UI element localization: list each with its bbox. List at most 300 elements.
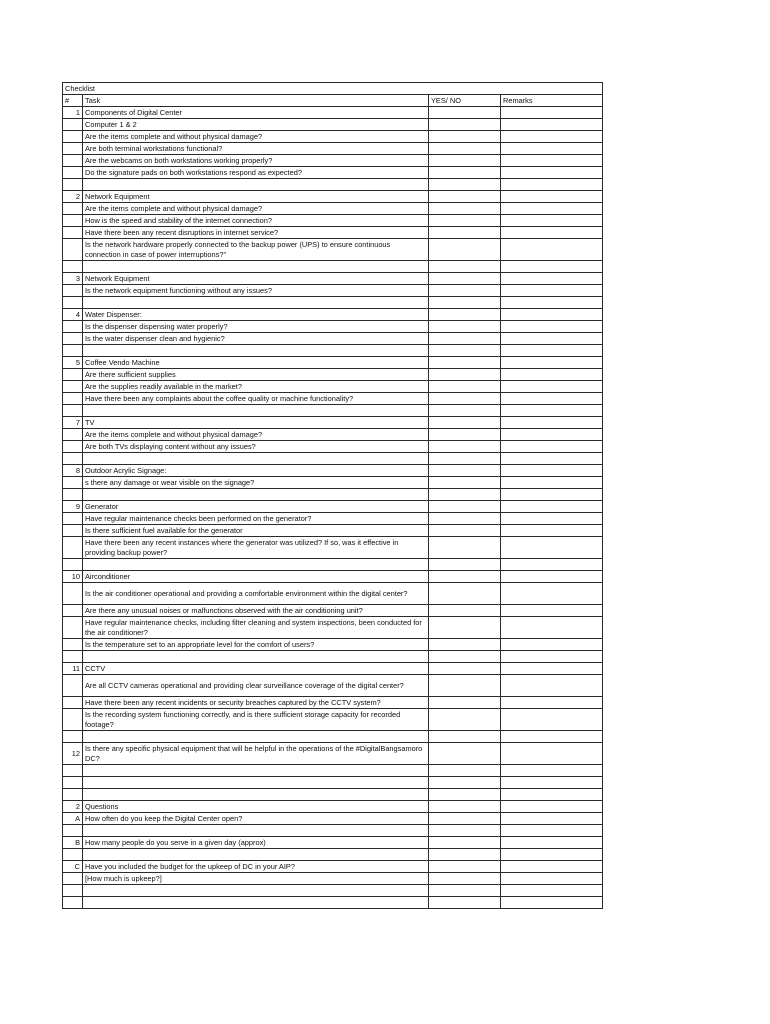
row-task [83, 559, 429, 571]
table-row [63, 131, 603, 143]
table-row [63, 885, 603, 897]
table-row [63, 513, 603, 525]
table-row [63, 345, 603, 357]
checklist-title: Checklist [63, 83, 603, 95]
row-number [63, 675, 83, 697]
row-yes-no-cell[interactable] [429, 119, 501, 131]
row-number [63, 525, 83, 537]
table-row [63, 849, 603, 861]
row-remarks-cell[interactable] [501, 897, 603, 909]
row-yes-no-cell[interactable] [429, 227, 501, 239]
row-number [63, 651, 83, 663]
row-number [63, 453, 83, 465]
row-number [63, 345, 83, 357]
row-yes-no-cell[interactable] [429, 765, 501, 777]
row-remarks-cell[interactable] [501, 605, 603, 617]
row-task: TV [83, 417, 429, 429]
row-task: Is the dispenser dispensing water properly? [83, 321, 429, 333]
table-row [63, 191, 603, 203]
row-remarks-cell[interactable] [501, 465, 603, 477]
row-yes-no-cell[interactable] [429, 143, 501, 155]
row-number: 10 [63, 571, 83, 583]
header-row [63, 95, 603, 107]
row-task [83, 825, 429, 837]
row-yes-no-cell[interactable] [429, 441, 501, 453]
row-task: How is the speed and stability of the internet connection? [83, 215, 429, 227]
row-number [63, 239, 83, 261]
row-task: CCTV [83, 663, 429, 675]
row-task [83, 765, 429, 777]
row-remarks-cell[interactable] [501, 697, 603, 709]
row-remarks-cell[interactable] [501, 477, 603, 489]
row-number [63, 897, 83, 909]
row-task [83, 777, 429, 789]
row-number [63, 333, 83, 345]
row-yes-no-cell[interactable] [429, 663, 501, 675]
row-remarks-cell[interactable] [501, 873, 603, 885]
row-yes-no-cell[interactable] [429, 813, 501, 825]
row-remarks-cell[interactable] [501, 525, 603, 537]
row-task: How often do you keep the Digital Center open? [83, 813, 429, 825]
table-row [63, 873, 603, 885]
row-remarks-cell[interactable] [501, 381, 603, 393]
row-number [63, 179, 83, 191]
row-remarks-cell[interactable] [501, 861, 603, 873]
row-task: Computer 1 & 2 [83, 119, 429, 131]
row-yes-no-cell[interactable] [429, 617, 501, 639]
row-number [63, 849, 83, 861]
row-yes-no-cell[interactable] [429, 179, 501, 191]
row-yes-no-cell[interactable] [429, 559, 501, 571]
row-task: Coffee Vendo Machine [83, 357, 429, 369]
row-task: How many people do you serve in a given day (approx) [83, 837, 429, 849]
row-task: Is there any specific physical equipment that will be helpful in the operations of the #DigitalBangsamoro DC? [83, 743, 429, 765]
row-number [63, 405, 83, 417]
row-remarks-cell[interactable] [501, 789, 603, 801]
row-task: Have there been any recent incidents or security breaches captured by the CCTV system? [83, 697, 429, 709]
row-yes-no-cell[interactable] [429, 405, 501, 417]
row-remarks-cell[interactable] [501, 405, 603, 417]
table-row [63, 429, 603, 441]
row-yes-no-cell[interactable] [429, 215, 501, 227]
row-yes-no-cell[interactable] [429, 309, 501, 321]
row-yes-no-cell[interactable] [429, 155, 501, 167]
row-yes-no-cell[interactable] [429, 393, 501, 405]
row-yes-no-cell[interactable] [429, 731, 501, 743]
row-yes-no-cell[interactable] [429, 297, 501, 309]
row-remarks-cell[interactable] [501, 583, 603, 605]
table-row [63, 897, 603, 909]
row-task: Questions [83, 801, 429, 813]
table-row [63, 297, 603, 309]
table-row [63, 167, 603, 179]
row-task: Are there any unusual noises or malfunctions observed with the air conditioning unit? [83, 605, 429, 617]
row-task: Have there been any complaints about the coffee quality or machine functionality? [83, 393, 429, 405]
row-remarks-cell[interactable] [501, 651, 603, 663]
row-remarks-cell[interactable] [501, 321, 603, 333]
row-yes-no-cell[interactable] [429, 239, 501, 261]
row-task: Are both terminal workstations functional? [83, 143, 429, 155]
row-task [83, 897, 429, 909]
table-row [63, 285, 603, 297]
row-yes-no-cell[interactable] [429, 167, 501, 179]
row-remarks-cell[interactable] [501, 837, 603, 849]
row-number [63, 477, 83, 489]
row-yes-no-cell[interactable] [429, 675, 501, 697]
row-task: Are the webcams on both workstations working properly? [83, 155, 429, 167]
row-task [83, 179, 429, 191]
row-yes-no-cell[interactable] [429, 333, 501, 345]
row-remarks-cell[interactable] [501, 709, 603, 731]
table-row [63, 405, 603, 417]
row-task [83, 789, 429, 801]
row-number [63, 583, 83, 605]
row-remarks-cell[interactable] [501, 731, 603, 743]
row-number [63, 639, 83, 651]
row-remarks-cell[interactable] [501, 393, 603, 405]
row-remarks-cell[interactable] [501, 309, 603, 321]
row-remarks-cell[interactable] [501, 107, 603, 119]
row-task: Are the items complete and without physical damage? [83, 131, 429, 143]
row-remarks-cell[interactable] [501, 345, 603, 357]
row-yes-no-cell[interactable] [429, 357, 501, 369]
row-yes-no-cell[interactable] [429, 873, 501, 885]
row-yes-no-cell[interactable] [429, 777, 501, 789]
row-task [83, 489, 429, 501]
table-row [63, 179, 603, 191]
row-yes-no-cell[interactable] [429, 273, 501, 285]
row-number [63, 825, 83, 837]
row-remarks-cell[interactable] [501, 119, 603, 131]
row-number [63, 731, 83, 743]
row-task [83, 297, 429, 309]
row-remarks-cell[interactable] [501, 155, 603, 167]
table-row [63, 675, 603, 697]
row-task [83, 651, 429, 663]
row-number [63, 789, 83, 801]
row-remarks-cell[interactable] [501, 191, 603, 203]
row-yes-no-cell[interactable] [429, 465, 501, 477]
row-yes-no-cell[interactable] [429, 885, 501, 897]
row-task [83, 405, 429, 417]
row-remarks-cell[interactable] [501, 559, 603, 571]
row-task: Network Equipment [83, 191, 429, 203]
row-remarks-cell[interactable] [501, 215, 603, 227]
row-number [63, 513, 83, 525]
table-row [63, 309, 603, 321]
table-row [63, 417, 603, 429]
row-task: Do the signature pads on both workstations respond as expected? [83, 167, 429, 179]
row-number [63, 605, 83, 617]
row-remarks-cell[interactable] [501, 801, 603, 813]
table-row [63, 789, 603, 801]
row-task: Is the network hardware properly connected to the backup power (UPS) to ensure continuous connection in case of power interruptions?" [83, 239, 429, 261]
header-num: # [63, 95, 83, 107]
row-task: Water Dispenser: [83, 309, 429, 321]
row-yes-no-cell[interactable] [429, 825, 501, 837]
row-number [63, 261, 83, 273]
row-task: Are the items complete and without physical damage? [83, 429, 429, 441]
table-row [63, 489, 603, 501]
table-row [63, 119, 603, 131]
row-yes-no-cell[interactable] [429, 651, 501, 663]
table-row [63, 861, 603, 873]
row-remarks-cell[interactable] [501, 885, 603, 897]
row-yes-no-cell[interactable] [429, 417, 501, 429]
row-remarks-cell[interactable] [501, 239, 603, 261]
row-number: 12 [63, 743, 83, 765]
table-row [63, 273, 603, 285]
row-remarks-cell[interactable] [501, 743, 603, 765]
row-yes-no-cell[interactable] [429, 285, 501, 297]
row-remarks-cell[interactable] [501, 273, 603, 285]
row-remarks-cell[interactable] [501, 501, 603, 513]
row-number [63, 873, 83, 885]
row-number [63, 167, 83, 179]
row-task: Is the network equipment functioning without any issues? [83, 285, 429, 297]
row-number: 2 [63, 801, 83, 813]
table-row [63, 765, 603, 777]
row-number [63, 393, 83, 405]
row-task [83, 261, 429, 273]
row-remarks-cell[interactable] [501, 131, 603, 143]
table-row [63, 477, 603, 489]
row-remarks-cell[interactable] [501, 571, 603, 583]
row-yes-no-cell[interactable] [429, 605, 501, 617]
row-yes-no-cell[interactable] [429, 849, 501, 861]
row-remarks-cell[interactable] [501, 663, 603, 675]
row-task: Is the water dispenser clean and hygienic? [83, 333, 429, 345]
table-row [63, 605, 603, 617]
row-task: Are there sufficient supplies [83, 369, 429, 381]
row-number [63, 489, 83, 501]
row-number: 11 [63, 663, 83, 675]
row-remarks-cell[interactable] [501, 357, 603, 369]
row-yes-no-cell[interactable] [429, 697, 501, 709]
row-number: A [63, 813, 83, 825]
row-yes-no-cell[interactable] [429, 191, 501, 203]
row-yes-no-cell[interactable] [429, 571, 501, 583]
table-row [63, 465, 603, 477]
row-task [83, 885, 429, 897]
row-number [63, 697, 83, 709]
row-number [63, 709, 83, 731]
row-remarks-cell[interactable] [501, 227, 603, 239]
row-remarks-cell[interactable] [501, 675, 603, 697]
table-row [63, 107, 603, 119]
row-remarks-cell[interactable] [501, 617, 603, 639]
table-row [63, 357, 603, 369]
row-yes-no-cell[interactable] [429, 789, 501, 801]
row-number [63, 381, 83, 393]
table-row [63, 215, 603, 227]
row-yes-no-cell[interactable] [429, 381, 501, 393]
row-yes-no-cell[interactable] [429, 897, 501, 909]
row-remarks-cell[interactable] [501, 849, 603, 861]
row-remarks-cell[interactable] [501, 179, 603, 191]
row-yes-no-cell[interactable] [429, 837, 501, 849]
row-remarks-cell[interactable] [501, 813, 603, 825]
row-task: Network Equipment [83, 273, 429, 285]
row-remarks-cell[interactable] [501, 285, 603, 297]
row-yes-no-cell[interactable] [429, 369, 501, 381]
table-row [63, 617, 603, 639]
row-remarks-cell[interactable] [501, 167, 603, 179]
table-row [63, 651, 603, 663]
row-task: Are all CCTV cameras operational and providing clear surveillance coverage of the digital center? [83, 675, 429, 697]
row-remarks-cell[interactable] [501, 537, 603, 559]
row-yes-no-cell[interactable] [429, 345, 501, 357]
table-row [63, 663, 603, 675]
row-remarks-cell[interactable] [501, 777, 603, 789]
row-number [63, 143, 83, 155]
table-row [63, 825, 603, 837]
row-remarks-cell[interactable] [501, 261, 603, 273]
row-yes-no-cell[interactable] [429, 801, 501, 813]
row-task [83, 345, 429, 357]
row-number: 5 [63, 357, 83, 369]
row-number: 2 [63, 191, 83, 203]
row-task: Is the air conditioner operational and providing a comfortable environment within the digital center? [83, 583, 429, 605]
row-number [63, 119, 83, 131]
table-row [63, 639, 603, 651]
row-task: Have regular maintenance checks, including filter cleaning and system inspections, been conducted for the air conditioner? [83, 617, 429, 639]
header-yes-no: YES/ NO [429, 95, 501, 107]
header-remarks: Remarks [501, 95, 603, 107]
table-row [63, 697, 603, 709]
table-row [63, 559, 603, 571]
row-number: 4 [63, 309, 83, 321]
table-row [63, 777, 603, 789]
row-number [63, 429, 83, 441]
row-yes-no-cell[interactable] [429, 525, 501, 537]
table-row [63, 143, 603, 155]
row-remarks-cell[interactable] [501, 417, 603, 429]
row-yes-no-cell[interactable] [429, 429, 501, 441]
row-remarks-cell[interactable] [501, 333, 603, 345]
table-row [63, 837, 603, 849]
row-number: 3 [63, 273, 83, 285]
row-yes-no-cell[interactable] [429, 477, 501, 489]
row-task [83, 731, 429, 743]
row-task: Outdoor Acrylic Signage: [83, 465, 429, 477]
row-number [63, 885, 83, 897]
row-remarks-cell[interactable] [501, 489, 603, 501]
row-number [63, 215, 83, 227]
row-task: Are both TVs displaying content without any issues? [83, 441, 429, 453]
row-remarks-cell[interactable] [501, 429, 603, 441]
table-row [63, 453, 603, 465]
row-task: Is there sufficient fuel available for the generator [83, 525, 429, 537]
table-row [63, 333, 603, 345]
table-row [63, 583, 603, 605]
row-task: Have regular maintenance checks been performed on the generator? [83, 513, 429, 525]
table-row [63, 393, 603, 405]
row-yes-no-cell[interactable] [429, 709, 501, 731]
row-number: 9 [63, 501, 83, 513]
row-number [63, 617, 83, 639]
row-task: Have there been any recent disruptions in internet service? [83, 227, 429, 239]
row-task [83, 453, 429, 465]
table-row [63, 381, 603, 393]
table-row [63, 501, 603, 513]
row-yes-no-cell[interactable] [429, 861, 501, 873]
row-number [63, 321, 83, 333]
row-number [63, 777, 83, 789]
table-row [63, 801, 603, 813]
row-task: Generator [83, 501, 429, 513]
table-row [63, 441, 603, 453]
row-task: Have you included the budget for the upkeep of DC in your AIP? [83, 861, 429, 873]
row-number [63, 285, 83, 297]
row-task: [How much is upkeep?] [83, 873, 429, 885]
row-number [63, 131, 83, 143]
row-number: C [63, 861, 83, 873]
row-remarks-cell[interactable] [501, 143, 603, 155]
row-remarks-cell[interactable] [501, 639, 603, 651]
table-row [63, 203, 603, 215]
row-yes-no-cell[interactable] [429, 537, 501, 559]
table-row [63, 709, 603, 731]
row-yes-no-cell[interactable] [429, 513, 501, 525]
row-yes-no-cell[interactable] [429, 583, 501, 605]
row-yes-no-cell[interactable] [429, 743, 501, 765]
row-yes-no-cell[interactable] [429, 639, 501, 651]
row-task: Are the supplies readily available in the market? [83, 381, 429, 393]
row-remarks-cell[interactable] [501, 825, 603, 837]
row-remarks-cell[interactable] [501, 369, 603, 381]
row-number: 1 [63, 107, 83, 119]
row-number: 8 [63, 465, 83, 477]
row-remarks-cell[interactable] [501, 765, 603, 777]
checklist-table [62, 82, 603, 909]
row-yes-no-cell[interactable] [429, 261, 501, 273]
row-number: B [63, 837, 83, 849]
table-row [63, 525, 603, 537]
row-yes-no-cell[interactable] [429, 107, 501, 119]
row-yes-no-cell[interactable] [429, 489, 501, 501]
row-number [63, 203, 83, 215]
row-remarks-cell[interactable] [501, 441, 603, 453]
row-task [83, 849, 429, 861]
row-number [63, 765, 83, 777]
row-remarks-cell[interactable] [501, 513, 603, 525]
table-row [63, 369, 603, 381]
table-row [63, 239, 603, 261]
row-number [63, 559, 83, 571]
row-number [63, 155, 83, 167]
row-yes-no-cell[interactable] [429, 203, 501, 215]
checklist-body [63, 83, 603, 909]
table-row [63, 261, 603, 273]
row-task: Have there been any recent instances where the generator was utilized? If so, was it effective in providing backup power? [83, 537, 429, 559]
header-task: Task [83, 95, 429, 107]
row-remarks-cell[interactable] [501, 297, 603, 309]
table-row [63, 743, 603, 765]
row-task: Is the temperature set to an appropriate level for the comfort of users? [83, 639, 429, 651]
table-row [63, 155, 603, 167]
row-yes-no-cell[interactable] [429, 131, 501, 143]
table-row [63, 227, 603, 239]
row-number [63, 441, 83, 453]
row-yes-no-cell[interactable] [429, 321, 501, 333]
row-task: Components of Digital Center [83, 107, 429, 119]
row-remarks-cell[interactable] [501, 203, 603, 215]
row-number [63, 297, 83, 309]
row-remarks-cell[interactable] [501, 453, 603, 465]
row-yes-no-cell[interactable] [429, 501, 501, 513]
row-yes-no-cell[interactable] [429, 453, 501, 465]
